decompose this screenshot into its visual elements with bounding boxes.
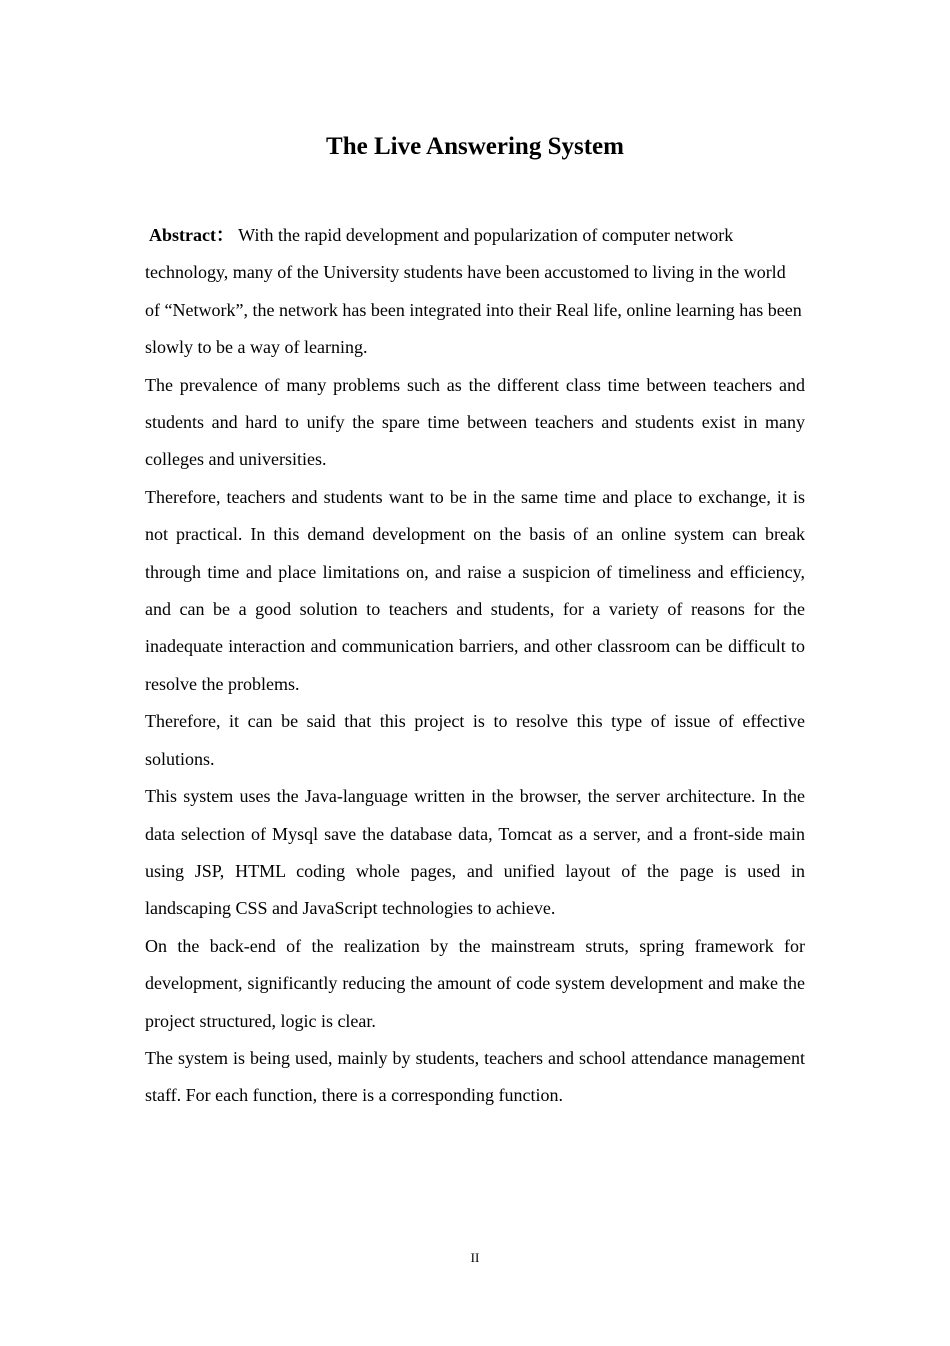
abstract-paragraph: The prevalence of many problems such as the different class time between teachers and students and hard to unify the spare time between teachers and students exist in many colleges and universities. [145,374,805,470]
abstract-paragraph: Therefore, it can be said that this project is to resolve this type of issue of effective solutions. [145,711,805,769]
abstract-paragraph: This system uses the Java-language written in the browser, the server architecture. In the data selection of Mysql save the database data, Tomcat as a server, and a front-side main using JSP, HTML coding whole pages, and unified layout of the page is used in landscaping CSS and JavaScript technologies to achieve. [145,786,805,919]
page-title: The Live Answering System [326,133,624,160]
page-number: II [470,1250,480,1265]
abstract-paragraph: The system is being used, mainly by students, teachers and school attendance management staff. For each function, there is a corresponding function. [145,1047,805,1106]
abstract-label: Abstract： [149,225,234,245]
abstract-paragraph: Therefore, teachers and students want to be in the same time and place to exchange, it is not practical. In this demand development on the basis of an online system can break through time and place limitations on, and raise a suspicion of timeliness and efficiency, and can be a good solution to teachers and students, for a variety of reasons for the inadequate interaction and communication barriers, and other classroom can be difficult to resolve the problems. [145,486,805,694]
abstract-body [145,217,805,1115]
abstract-paragraph [145,217,805,367]
abstract-paragraph-text: With the rapid development and popularization of computer network technology, many of the University students have been accustomed to living in the world of “Network”, the network has been integrated into their Real life, online learning has been slowly to be a way of learning. [145,225,802,358]
abstract-paragraph: On the back-end of the realization by the mainstream struts, spring framework for development, significantly reducing the amount of code system development and make the project structured, logic is clear. [145,935,805,1031]
